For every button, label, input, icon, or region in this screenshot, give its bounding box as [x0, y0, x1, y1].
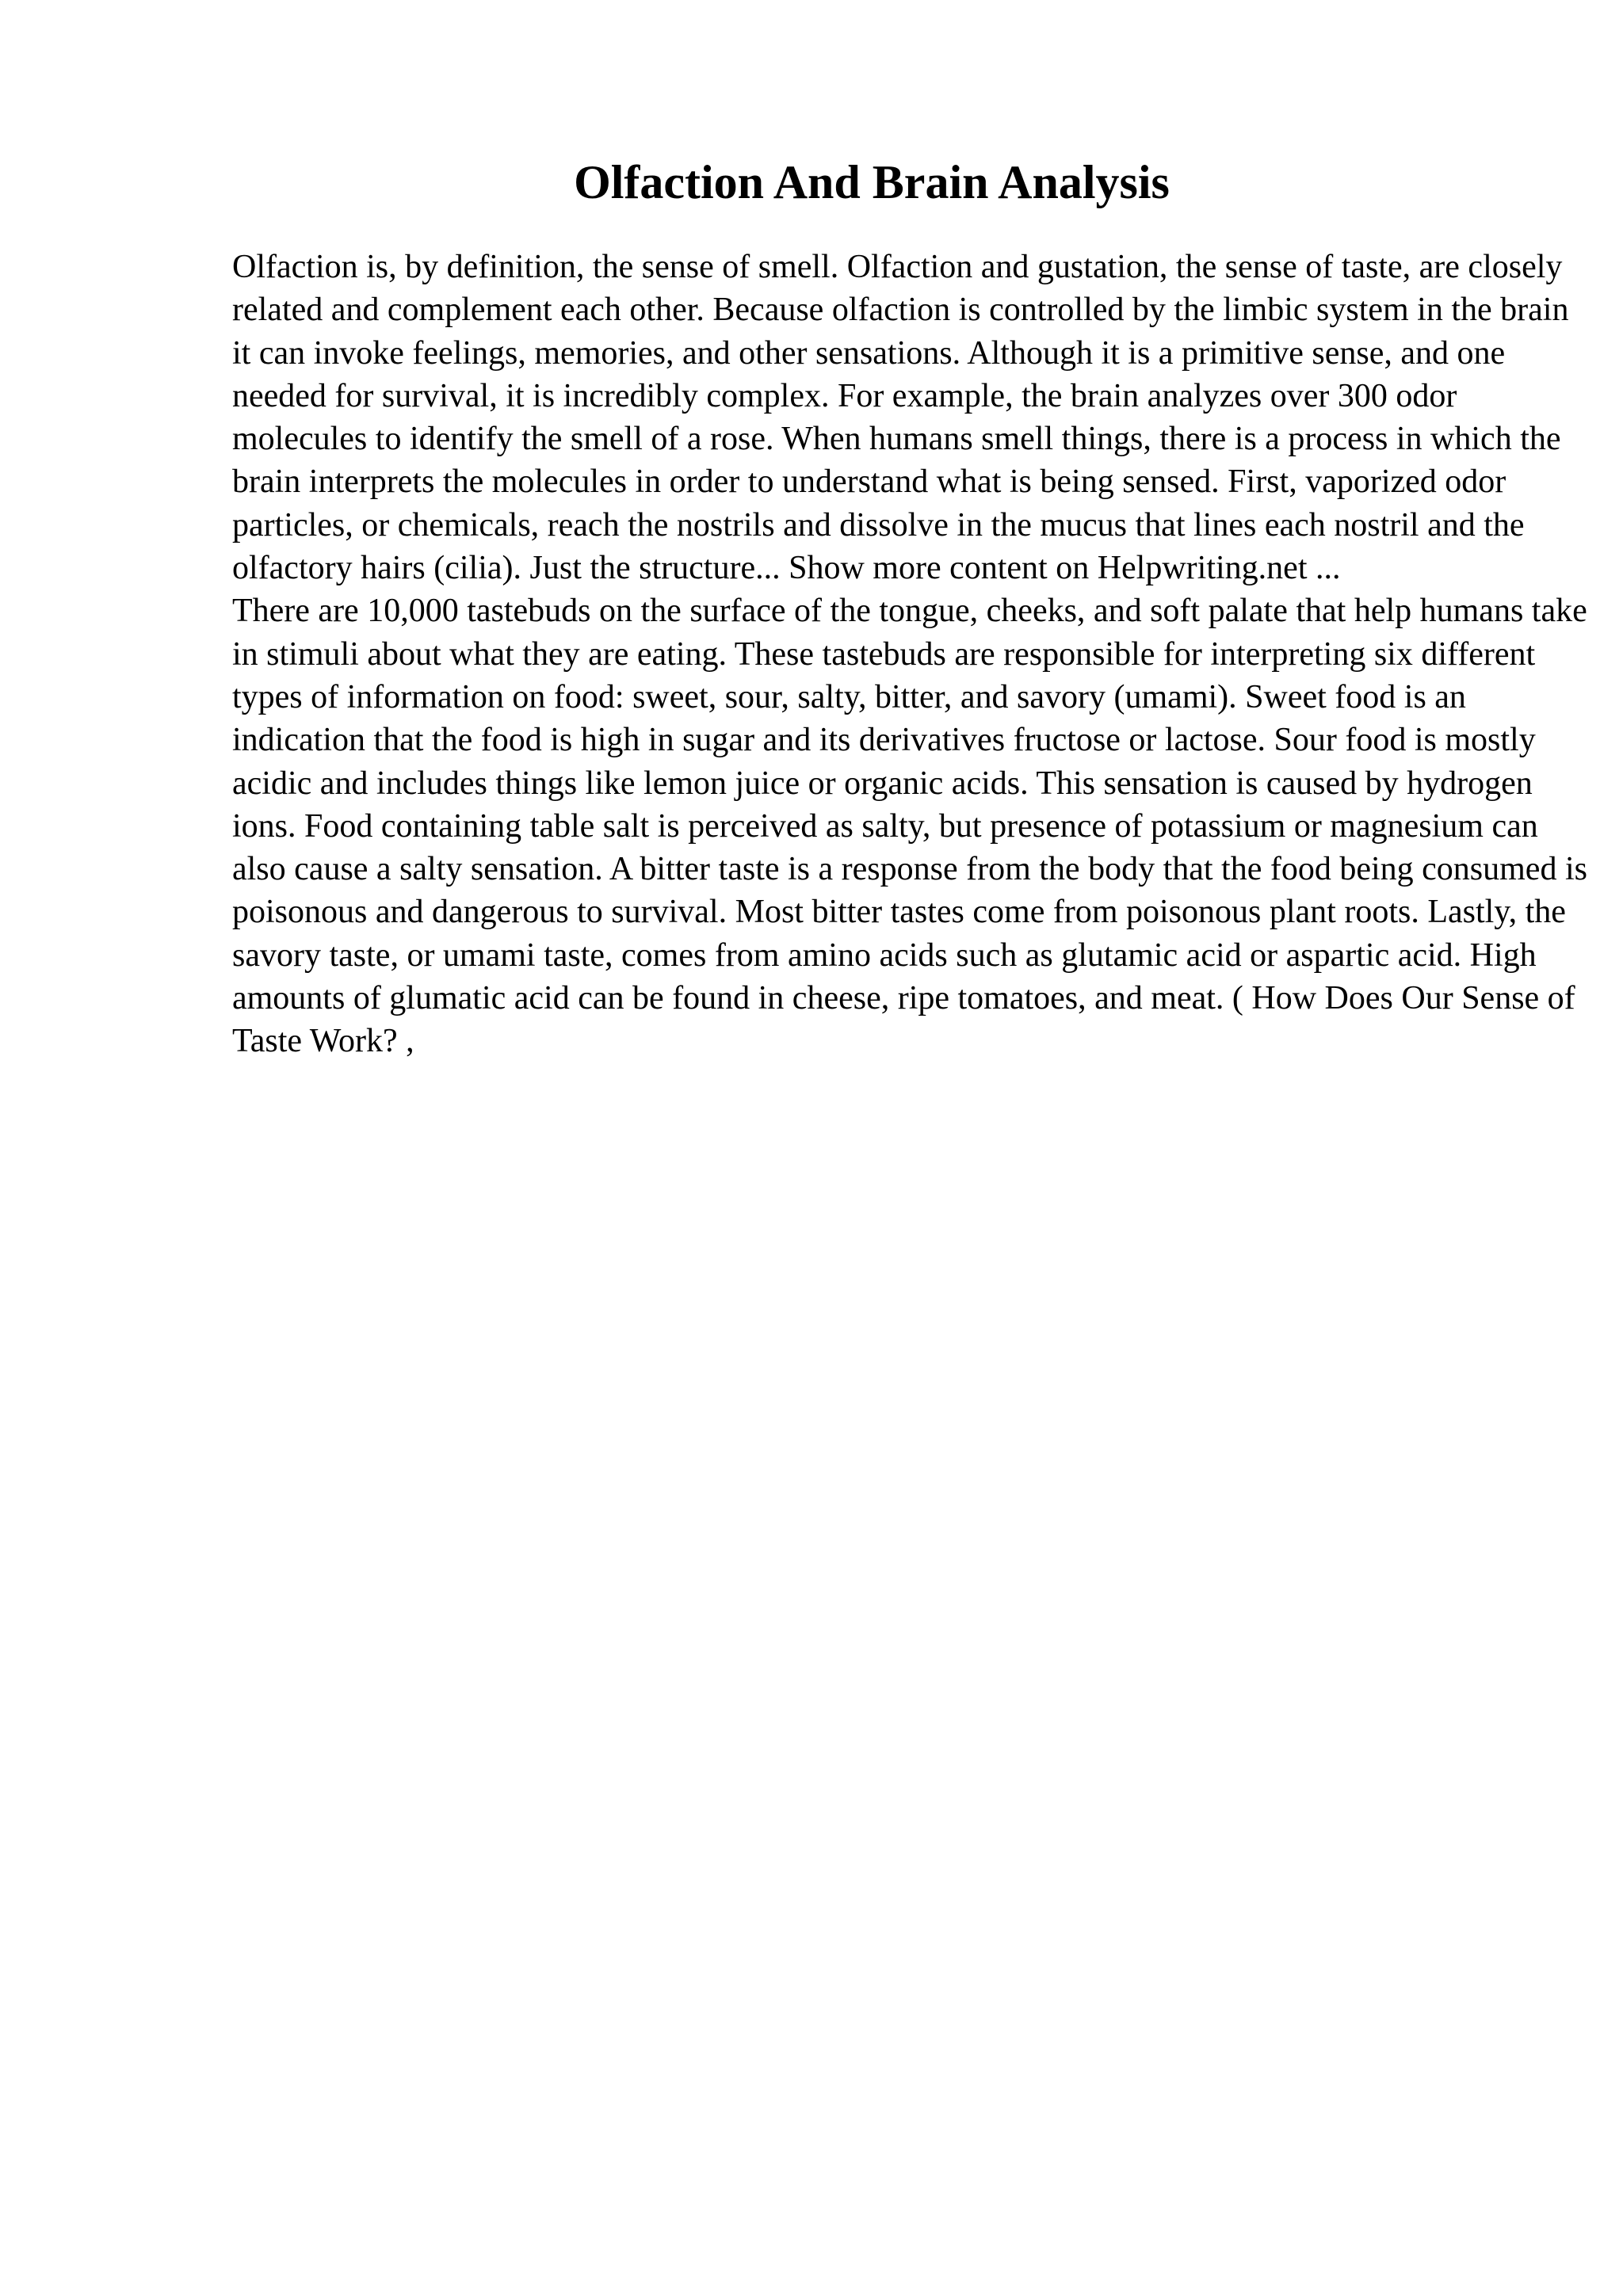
- paragraph-olfaction: Olfaction is, by definition, the sense of smell. Olfaction and gustation, the sense of taste, are closely related and complement each other. Because olfaction is controlled by the limbic system in the brain it can invoke feelings, memories, and other sensations. Although it is a primitive sense, and one needed for survival, it is incredibly complex. For example, the brain analyzes over 300 odor molecules to identify the smell of a rose. When humans smell things, there is a process in which the brain interprets the molecules in order to understand what is being sensed. First, vaporized odor particles, or chemicals, reach the nostrils and dissolve in the mucus that lines each nostril and the olfactory hairs (cilia). Just the structure... Show more content on Helpwriting.net ...: [232, 249, 1569, 587]
- document-body: [232, 246, 1595, 1063]
- paragraph-taste: There are 10,000 tastebuds on the surface of the tongue, cheeks, and soft palate that help humans take in stimuli about what they are eating. These tastebuds are responsible for interpreting six different types of information on food: sweet, sour, salty, bitter, and savory (umami). Sweet food is an indication that the food is high in sugar and its derivatives fructose or lactose. Sour food is mostly acidic and includes things like lemon juice or organic acids. This sensation is caused by hydrogen ions. Food containing table salt is perceived as salty, but presence of potassium or magnesium can also cause a salty sensation. A bitter taste is a response from the body that the food being consumed is poisonous and dangerous to survival. Most bitter tastes come from poisonous plant roots. Lastly, the savory taste, or umami taste, comes from amino acids such as glutamic acid or aspartic acid. High amounts of glumatic acid can be found in cheese, ripe tomatoes, and meat. ( How Does Our Sense of Taste Work? ,: [232, 593, 1587, 1060]
- document-title: Olfaction And Brain Analysis: [574, 156, 1170, 208]
